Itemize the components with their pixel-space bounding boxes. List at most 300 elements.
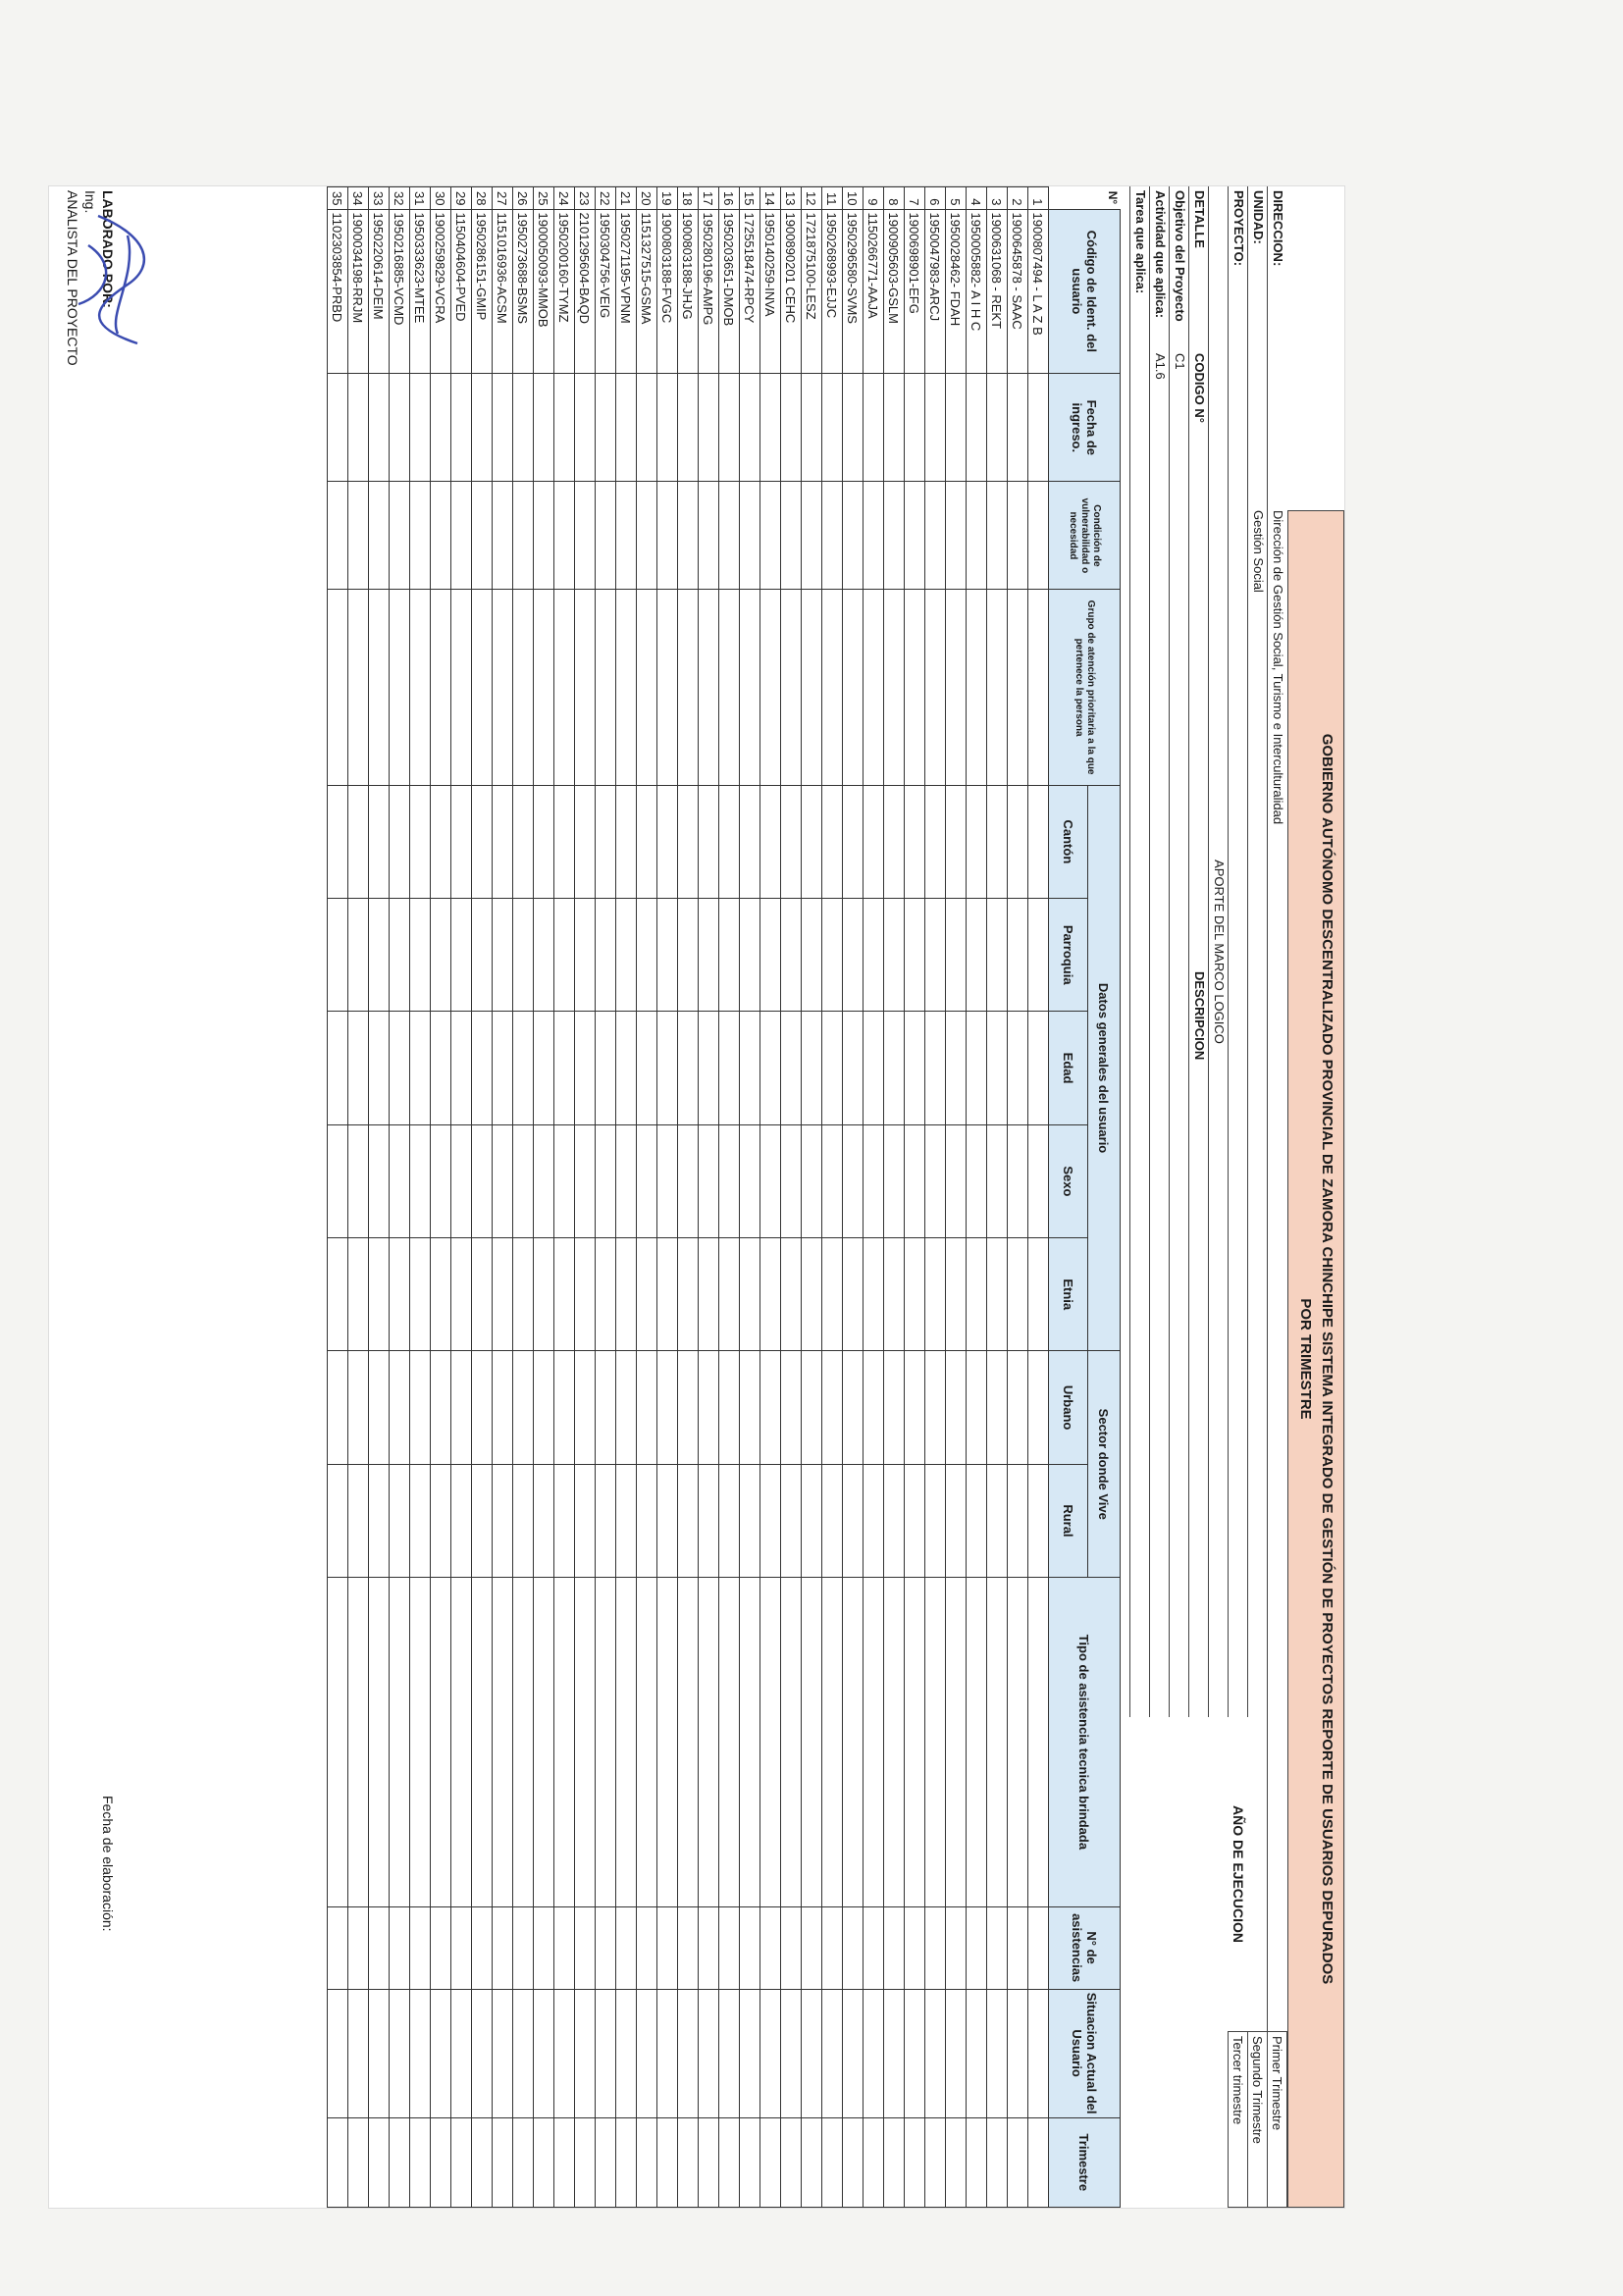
user-code-cell: 1900645878 - SAAC	[1008, 209, 1028, 374]
empty-cell	[534, 785, 554, 898]
empty-cell	[513, 2117, 534, 2207]
empty-cell	[596, 1578, 616, 1907]
empty-cell	[822, 1464, 843, 1577]
empty-cell	[781, 1124, 802, 1237]
group-datos-header: Datos generales del usuario	[1088, 785, 1121, 1351]
user-code-cell: 1950304756-VEIG	[596, 209, 616, 374]
empty-cell	[451, 1012, 472, 1124]
user-code-cell: 1950047983-ARCJ	[925, 209, 946, 374]
user-code-cell: 2101295604-BAQD	[575, 209, 596, 374]
empty-cell	[534, 1351, 554, 1464]
empty-cell	[513, 1906, 534, 1989]
empty-cell	[987, 1238, 1008, 1351]
empty-cell	[1028, 1351, 1049, 1464]
row-number: 20	[637, 187, 657, 210]
user-code-cell: 1950268993-EJJC	[822, 209, 843, 374]
empty-cell	[390, 2117, 410, 2207]
empty-cell	[431, 2117, 451, 2207]
actividad-row	[1149, 186, 1170, 1717]
empty-cell	[348, 1578, 369, 1907]
empty-cell	[554, 1989, 575, 2117]
anio-ejecucion: AÑO DE EJECUCION	[1230, 1804, 1246, 1944]
user-code-cell: 1950005882- A I H C	[967, 209, 987, 374]
empty-cell	[678, 482, 699, 590]
empty-cell	[472, 590, 493, 785]
empty-cell	[1008, 785, 1028, 898]
empty-cell	[843, 1351, 864, 1464]
empty-cell	[493, 374, 513, 482]
unidad-value: Gestión Social	[1251, 510, 1266, 593]
empty-cell	[616, 1012, 637, 1124]
empty-cell	[575, 1906, 596, 1989]
empty-cell	[472, 899, 493, 1012]
empty-cell	[802, 1124, 822, 1237]
empty-cell	[348, 1464, 369, 1577]
empty-cell	[472, 1989, 493, 2117]
empty-cell	[822, 1578, 843, 1907]
empty-cell	[575, 590, 596, 785]
empty-cell	[719, 2117, 740, 2207]
report-title	[1287, 510, 1344, 2208]
empty-cell	[719, 482, 740, 590]
empty-cell	[740, 1989, 760, 2117]
row-number: 31	[410, 187, 431, 210]
empty-cell	[369, 590, 390, 785]
empty-cell	[1028, 1906, 1049, 1989]
empty-cell	[410, 482, 431, 590]
user-code-cell: 1900803188-JHJG	[678, 209, 699, 374]
trimestre-box	[1228, 2031, 1287, 2208]
user-code-cell: 1950271195-VPNM	[616, 209, 637, 374]
empty-cell	[657, 785, 678, 898]
empty-cell	[431, 1238, 451, 1351]
empty-cell	[987, 482, 1008, 590]
empty-cell	[575, 785, 596, 898]
empty-cell	[802, 1012, 822, 1124]
empty-cell	[575, 1012, 596, 1124]
empty-cell	[534, 2117, 554, 2207]
title-line-2: POR TRIMESTRE	[1297, 1298, 1314, 1420]
empty-cell	[657, 1351, 678, 1464]
empty-cell	[554, 374, 575, 482]
empty-cell	[534, 1906, 554, 1989]
empty-cell	[987, 1464, 1008, 1577]
proyecto-row	[1228, 186, 1248, 1717]
empty-cell	[1008, 1012, 1028, 1124]
empty-cell	[637, 899, 657, 1012]
table-row	[802, 187, 822, 2208]
empty-cell	[884, 1578, 905, 1907]
empty-cell	[1008, 1906, 1028, 1989]
empty-cell	[534, 1464, 554, 1577]
empty-cell	[781, 899, 802, 1012]
empty-cell	[699, 899, 719, 1012]
table-row	[390, 187, 410, 2208]
empty-cell	[699, 482, 719, 590]
empty-cell	[760, 374, 781, 482]
empty-cell	[493, 1578, 513, 1907]
empty-cell	[534, 374, 554, 482]
empty-cell	[513, 1238, 534, 1351]
empty-cell	[802, 590, 822, 785]
empty-cell	[596, 785, 616, 898]
empty-cell	[781, 1351, 802, 1464]
empty-cell	[1008, 1124, 1028, 1237]
user-code-cell: 1900259829-VCRA	[431, 209, 451, 374]
empty-cell	[554, 899, 575, 1012]
empty-cell	[678, 1906, 699, 1989]
table-row	[637, 187, 657, 2208]
empty-cell	[719, 1906, 740, 1989]
table-row	[843, 187, 864, 2208]
document-sheet	[49, 186, 1344, 2208]
empty-cell	[472, 1464, 493, 1577]
empty-cell	[513, 1464, 534, 1577]
empty-cell	[616, 1124, 637, 1237]
empty-cell	[369, 1124, 390, 1237]
empty-cell	[781, 1238, 802, 1351]
proyecto-label: PROYECTO:	[1231, 190, 1246, 267]
empty-cell	[1028, 1464, 1049, 1577]
user-code-cell: 1900631068 - REKT	[987, 209, 1008, 374]
empty-cell	[822, 1351, 843, 1464]
trimestre-3: Tercer trimestre	[1229, 2032, 1248, 2208]
empty-cell	[864, 590, 884, 785]
empty-cell	[348, 1238, 369, 1351]
empty-cell	[946, 482, 967, 590]
empty-cell	[369, 1578, 390, 1907]
empty-cell	[369, 1906, 390, 1989]
col-situacion-header: Situacion Actual del Usuario	[1049, 1989, 1121, 2117]
empty-cell	[637, 590, 657, 785]
empty-cell	[967, 1351, 987, 1464]
empty-cell	[390, 1238, 410, 1351]
empty-cell	[905, 1989, 925, 2117]
empty-cell	[925, 1124, 946, 1237]
empty-cell	[678, 1238, 699, 1351]
empty-cell	[822, 785, 843, 898]
row-number: 35	[328, 187, 348, 210]
user-code-cell: 1900698901-EFG	[905, 209, 925, 374]
unidad-row	[1247, 186, 1268, 1717]
row-number: 7	[905, 187, 925, 210]
empty-cell	[925, 1012, 946, 1124]
empty-cell	[967, 2117, 987, 2207]
empty-cell	[328, 374, 348, 482]
empty-cell	[472, 1124, 493, 1237]
row-number: 9	[864, 187, 884, 210]
empty-cell	[884, 1351, 905, 1464]
col-etnia-header: Etnia	[1049, 1238, 1088, 1351]
empty-cell	[740, 1578, 760, 1907]
empty-cell	[1008, 1578, 1028, 1907]
empty-cell	[575, 1124, 596, 1237]
empty-cell	[987, 2117, 1008, 2207]
empty-cell	[328, 1351, 348, 1464]
empty-cell	[699, 1012, 719, 1124]
table-row	[760, 187, 781, 2208]
empty-cell	[554, 1124, 575, 1237]
empty-cell	[472, 482, 493, 590]
empty-cell	[967, 482, 987, 590]
empty-cell	[925, 785, 946, 898]
empty-cell	[987, 1578, 1008, 1907]
empty-cell	[822, 2117, 843, 2207]
empty-cell	[699, 1906, 719, 1989]
empty-cell	[946, 1464, 967, 1577]
empty-cell	[967, 1012, 987, 1124]
empty-cell	[348, 2117, 369, 2207]
empty-cell	[1008, 2117, 1028, 2207]
empty-cell	[596, 590, 616, 785]
empty-cell	[719, 899, 740, 1012]
empty-cell	[575, 1351, 596, 1464]
col-rural-header: Rural	[1049, 1464, 1088, 1577]
empty-cell	[740, 1351, 760, 1464]
user-code-cell: 1151327515-GSMA	[637, 209, 657, 374]
empty-cell	[967, 1578, 987, 1907]
empty-cell	[987, 1124, 1008, 1237]
row-number: 10	[843, 187, 864, 210]
empty-cell	[822, 1012, 843, 1124]
empty-cell	[884, 1464, 905, 1577]
row-number: 34	[348, 187, 369, 210]
empty-cell	[946, 1012, 967, 1124]
empty-cell	[719, 1238, 740, 1351]
user-code-cell: 1950286151-GMIP	[472, 209, 493, 374]
empty-cell	[946, 590, 967, 785]
users-table-body	[328, 187, 1049, 2208]
empty-cell	[554, 2117, 575, 2207]
empty-cell	[843, 482, 864, 590]
empty-cell	[925, 899, 946, 1012]
actividad-label: Actividad que aplica:	[1153, 190, 1168, 319]
empty-cell	[864, 899, 884, 1012]
empty-cell	[987, 1906, 1008, 1989]
empty-cell	[554, 1238, 575, 1351]
user-code-cell: 1950216885-VCMD	[390, 209, 410, 374]
empty-cell	[1008, 590, 1028, 785]
empty-cell	[637, 1989, 657, 2117]
col-num-header: N°	[1049, 187, 1121, 210]
empty-cell	[596, 2117, 616, 2207]
empty-cell	[472, 1238, 493, 1351]
empty-cell	[946, 1351, 967, 1464]
empty-cell	[802, 2117, 822, 2207]
laborado-label: LABORADO POR:	[100, 190, 116, 308]
empty-cell	[905, 590, 925, 785]
descripcion-label: DESCRIPCION	[1192, 971, 1207, 1061]
empty-cell	[864, 1906, 884, 1989]
direccion-value: Dirección de Gestión Social, Turismo e Interculturalidad	[1271, 510, 1285, 825]
user-code-cell: 1900803188-FVGC	[657, 209, 678, 374]
row-number: 13	[781, 187, 802, 210]
empty-cell	[431, 1351, 451, 1464]
empty-cell	[348, 482, 369, 590]
group-sector-header: Sector donde Vive	[1088, 1351, 1121, 1578]
empty-cell	[740, 1464, 760, 1577]
table-row	[369, 187, 390, 2208]
empty-cell	[451, 374, 472, 482]
row-number: 25	[534, 187, 554, 210]
empty-cell	[390, 374, 410, 482]
empty-cell	[740, 1906, 760, 1989]
empty-cell	[884, 1012, 905, 1124]
col-parroquia-header: Parroquia	[1049, 899, 1088, 1012]
empty-cell	[802, 482, 822, 590]
empty-cell	[472, 374, 493, 482]
empty-cell	[451, 590, 472, 785]
empty-cell	[390, 785, 410, 898]
table-row	[513, 187, 534, 2208]
empty-cell	[699, 1238, 719, 1351]
empty-cell	[616, 482, 637, 590]
empty-cell	[781, 1578, 802, 1907]
empty-cell	[575, 899, 596, 1012]
empty-cell	[451, 785, 472, 898]
empty-cell	[905, 1238, 925, 1351]
empty-cell	[328, 1464, 348, 1577]
empty-cell	[369, 1238, 390, 1351]
table-row	[699, 187, 719, 2208]
empty-cell	[925, 1578, 946, 1907]
empty-cell	[369, 2117, 390, 2207]
row-number: 4	[967, 187, 987, 210]
empty-cell	[348, 1351, 369, 1464]
empty-cell	[905, 1464, 925, 1577]
empty-cell	[678, 590, 699, 785]
col-urbano-header: Urbano	[1049, 1351, 1088, 1464]
empty-cell	[657, 1578, 678, 1907]
empty-cell	[781, 1989, 802, 2117]
empty-cell	[802, 1906, 822, 1989]
empty-cell	[740, 1238, 760, 1351]
table-row	[1028, 187, 1049, 2208]
empty-cell	[719, 1464, 740, 1577]
empty-cell	[843, 1124, 864, 1237]
empty-cell	[431, 1464, 451, 1577]
empty-cell	[699, 1351, 719, 1464]
user-code-cell: 1950280196-AMPG	[699, 209, 719, 374]
empty-cell	[760, 1238, 781, 1351]
empty-cell	[410, 1012, 431, 1124]
empty-cell	[699, 590, 719, 785]
empty-cell	[451, 482, 472, 590]
empty-cell	[781, 1012, 802, 1124]
empty-cell	[554, 590, 575, 785]
empty-cell	[410, 590, 431, 785]
empty-cell	[1028, 2117, 1049, 2207]
row-number: 14	[760, 187, 781, 210]
empty-cell	[431, 590, 451, 785]
empty-cell	[513, 1578, 534, 1907]
empty-cell	[822, 482, 843, 590]
empty-cell	[760, 1906, 781, 1989]
empty-cell	[369, 785, 390, 898]
fecha-elaboracion-label: Fecha de elaboración:	[100, 1796, 116, 1932]
empty-cell	[328, 590, 348, 785]
empty-cell	[637, 1464, 657, 1577]
empty-cell	[1008, 374, 1028, 482]
empty-cell	[596, 374, 616, 482]
empty-cell	[451, 899, 472, 1012]
empty-cell	[513, 1351, 534, 1464]
empty-cell	[493, 785, 513, 898]
row-number: 6	[925, 187, 946, 210]
empty-cell	[410, 374, 431, 482]
empty-cell	[740, 899, 760, 1012]
empty-cell	[472, 1351, 493, 1464]
empty-cell	[431, 1989, 451, 2117]
empty-cell	[410, 785, 431, 898]
row-number: 5	[946, 187, 967, 210]
empty-cell	[864, 374, 884, 482]
empty-cell	[760, 2117, 781, 2207]
empty-cell	[905, 1578, 925, 1907]
row-number: 2	[1008, 187, 1028, 210]
empty-cell	[431, 1578, 451, 1907]
aporte-marco-logico: APORTE DEL MARCO LOGICO	[1208, 186, 1229, 1717]
row-number: 17	[699, 187, 719, 210]
empty-cell	[843, 1906, 864, 1989]
empty-cell	[410, 899, 431, 1012]
empty-cell	[596, 1012, 616, 1124]
signature-mark	[59, 206, 167, 353]
empty-cell	[884, 1906, 905, 1989]
empty-cell	[925, 1989, 946, 2117]
empty-cell	[760, 1012, 781, 1124]
empty-cell	[596, 1906, 616, 1989]
table-row	[328, 187, 348, 2208]
detalle-row	[1188, 186, 1209, 1717]
empty-cell	[1028, 899, 1049, 1012]
empty-cell	[843, 1012, 864, 1124]
empty-cell	[864, 1124, 884, 1237]
table-row	[616, 187, 637, 2208]
row-number: 26	[513, 187, 534, 210]
empty-cell	[678, 899, 699, 1012]
empty-cell	[740, 2117, 760, 2207]
empty-cell	[822, 899, 843, 1012]
empty-cell	[431, 899, 451, 1012]
empty-cell	[410, 1989, 431, 2117]
empty-cell	[451, 1351, 472, 1464]
empty-cell	[472, 1906, 493, 1989]
trimestre-2: Segundo Trimestre	[1248, 2032, 1268, 2208]
empty-cell	[678, 1578, 699, 1907]
empty-cell	[472, 1012, 493, 1124]
empty-cell	[451, 2117, 472, 2207]
empty-cell	[719, 374, 740, 482]
empty-cell	[554, 1578, 575, 1907]
col-condicion-header: Condición de vulnerabilidad o necesidad	[1049, 482, 1121, 590]
actividad-code: A1.6	[1153, 353, 1168, 380]
empty-cell	[348, 899, 369, 1012]
table-row	[575, 187, 596, 2208]
empty-cell	[534, 1124, 554, 1237]
empty-cell	[802, 1238, 822, 1351]
empty-cell	[946, 2117, 967, 2207]
empty-cell	[451, 1464, 472, 1577]
empty-cell	[1028, 1238, 1049, 1351]
col-trimestre-header: Trimestre	[1049, 2117, 1121, 2207]
user-code-cell: 1725518474-RPCY	[740, 209, 760, 374]
empty-cell	[493, 1238, 513, 1351]
empty-cell	[760, 899, 781, 1012]
tarea-label: Tarea que aplica:	[1133, 190, 1148, 294]
empty-cell	[369, 1012, 390, 1124]
empty-cell	[822, 374, 843, 482]
